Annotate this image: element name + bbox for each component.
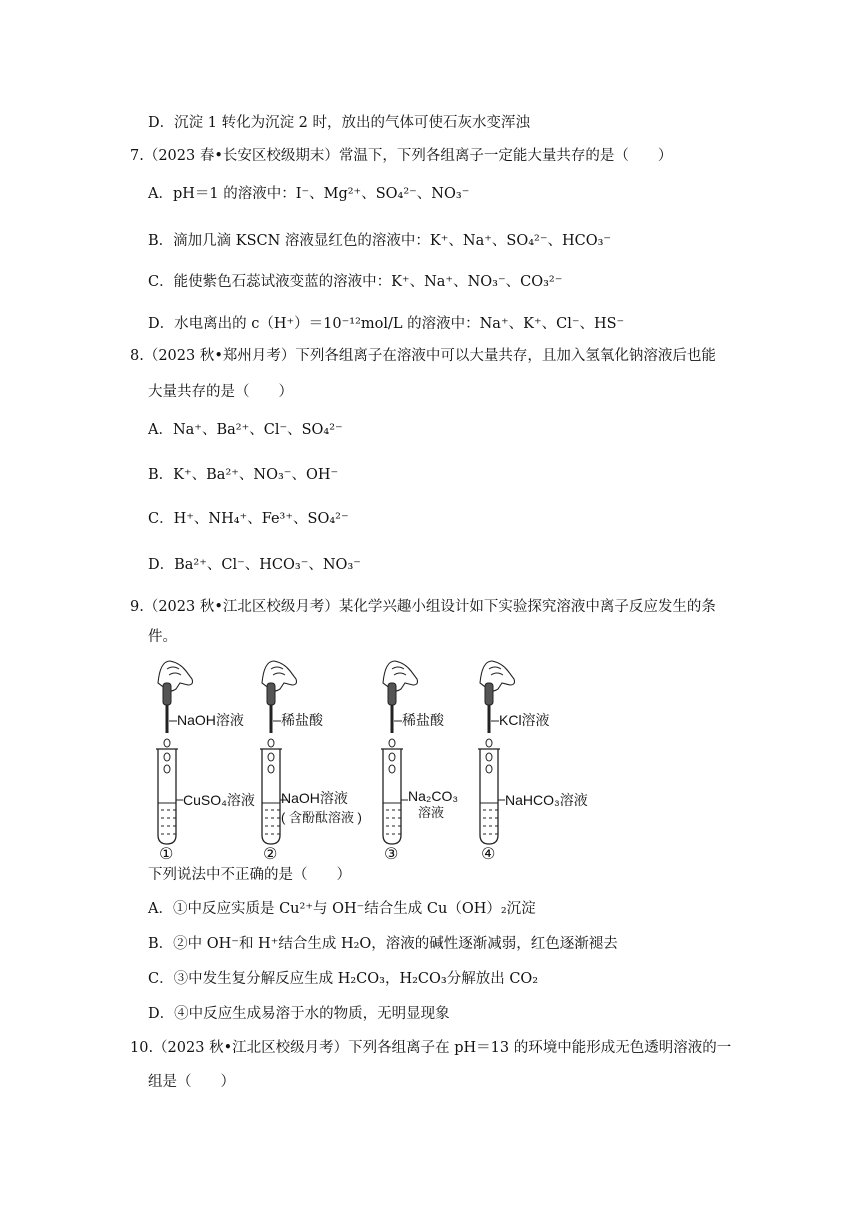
q8-option-d: D．Ba²⁺、Cl⁻、HCO₃⁻、NO₃⁻ (148, 557, 361, 573)
dropper-label: NaOH溶液 (177, 712, 244, 728)
tube-label: Na₂CO₃ (408, 788, 459, 804)
setup-number: ① (159, 846, 174, 863)
setup-2 (260, 661, 362, 863)
q7-option-a: A．pH＝1 的溶液中：I⁻、Mg²⁺、SO₄²⁻、NO₃⁻ (148, 186, 470, 202)
test-tube (383, 749, 401, 844)
q9-stem-line2: 件。 (148, 629, 177, 645)
tube-label: NaOH溶液 (281, 790, 348, 806)
q9-option-c: C．③中发生复分解反应生成 H₂CO₃，H₂CO₃分解放出 CO₂ (148, 971, 539, 987)
q7-stem: 7.（2023 春•长安区校级期末）常温下，下列各组离子一定能大量共存的是（ ） (130, 148, 673, 164)
drop (268, 739, 274, 747)
dropper-bulb (267, 683, 275, 705)
tube-label: NaHCO₃溶液 (505, 792, 588, 808)
dropper-bulb (163, 683, 171, 705)
drop (486, 739, 492, 747)
q8-stem-line2: 大量共存的是（ ） (148, 384, 293, 400)
q8-option-a: A．Na⁺、Ba²⁺、Cl⁻、SO₄²⁻ (148, 422, 343, 438)
setup-4 (478, 661, 588, 863)
q10-stem-line2: 组是（ ） (148, 1074, 235, 1090)
q7-option-d: D．水电离出的 c（H⁺）＝10⁻¹²mol/L 的溶液中：Na⁺、K⁺、Cl⁻、HS⁻ (148, 316, 625, 332)
test-tube (480, 749, 498, 844)
dropper-bulb (388, 683, 396, 705)
q9-option-d: D．④中反应生成易溶于水的物质，无明显现象 (148, 1006, 450, 1022)
q9-option-a: A．①中反应实质是 Cu²⁺与 OH⁻结合生成 Cu（OH）₂沉淀 (148, 901, 536, 917)
q9-stem-line1: 9.（2023 秋•江北区校级月考）某化学兴趣小组设计如下实验探究溶液中离子反应发生的条 (130, 599, 716, 615)
q9-question: 下列说法中不正确的是（ ） (148, 867, 351, 883)
test-tube (158, 749, 176, 844)
setup-number: ③ (384, 846, 399, 863)
q8-option-b: B．K⁺、Ba²⁺、NO₃⁻、OH⁻ (148, 467, 339, 483)
q8-stem-line1: 8.（2023 秋•郑州月考）下列各组离子在溶液中可以大量共存，且加入氢氧化钠溶液后也能 (130, 348, 716, 364)
drop (164, 739, 170, 747)
q10-stem-line1: 10.（2023 秋•江北区校级月考）下列各组离子在 pH＝13 的环境中能形成无色透明溶液的一 (130, 1040, 732, 1056)
setup-number: ② (263, 846, 278, 863)
q7-option-b: B．滴加几滴 KSCN 溶液显红色的溶液中：K⁺、Na⁺、SO₄²⁻、HCO₃⁻ (148, 233, 612, 249)
dropper-label: 稀盐酸 (402, 712, 444, 728)
setup-1 (156, 661, 255, 863)
q8-option-c: C．H⁺、NH₄⁺、Fe³⁺、SO₄²⁻ (148, 511, 349, 527)
drop (389, 739, 395, 747)
tube-label: CuSO₄溶液 (183, 792, 255, 808)
q9-option-b: B．②中 OH⁻和 H⁺结合生成 H₂O，溶液的碱性逐渐减弱，红色逐渐褪去 (148, 936, 618, 952)
setup-number: ④ (481, 846, 496, 863)
experiment-figure (145, 655, 615, 865)
tube-label-extra: ( 含酚酞溶液 ) (281, 810, 362, 825)
dropper-bulb (485, 683, 493, 705)
q7-option-c: C．能使紫色石蕊试液变蓝的溶液中：K⁺、Na⁺、NO₃⁻、CO₃²⁻ (148, 274, 563, 290)
setup-3 (381, 661, 458, 863)
prev-option-d: D．沉淀 1 转化为沉淀 2 时，放出的气体可使石灰水变浑浊 (148, 115, 531, 131)
test-tube (262, 749, 280, 844)
tube-label-extra: 溶液 (418, 805, 445, 820)
dropper-label: KCl溶液 (499, 712, 550, 728)
dropper-label: 稀盐酸 (281, 712, 323, 728)
